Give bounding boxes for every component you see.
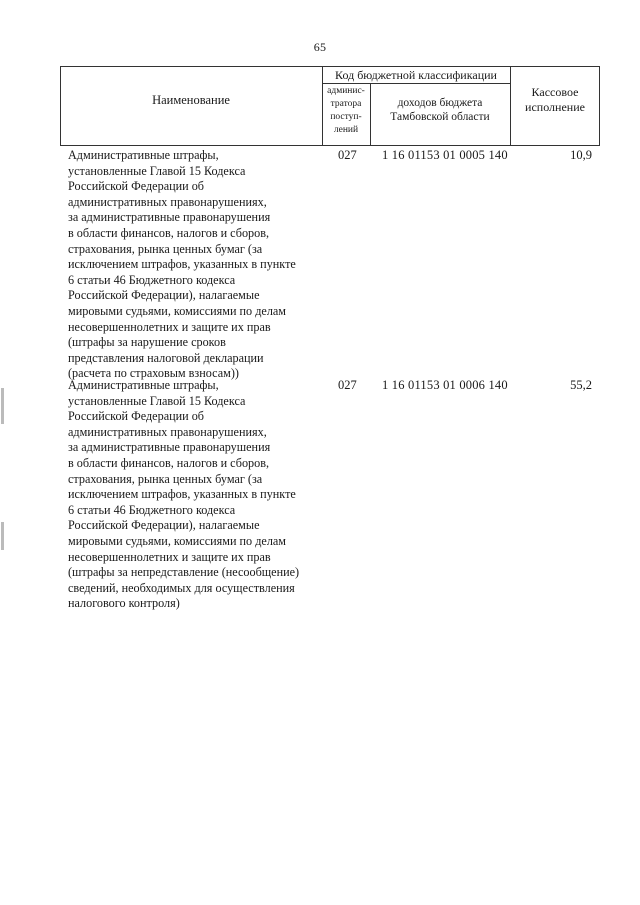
- page-number: 65: [313, 40, 327, 54]
- header-execution: [510, 85, 600, 115]
- header-admin-line: лений: [333, 125, 359, 135]
- header-name: Наименование: [152, 93, 230, 107]
- row-name: Административные штрафы, установленные Главой 15 Кодекса Российской Федерации об административных правонарушениях, за административные правонарушения в области финансов, налогов и сборов, страхования, рынка ценных бумаг (за исключением штрафов, указанных в пункте 6 статьи 46 Бюджетного кодекса Российской Федерации), налагаемые мировыми судьями, комиссиями по делам несовершеннолетних и защите их прав (штрафы за нарушение сроков представления налоговой декларации (расчета по страховым взносам)): [68, 148, 296, 381]
- row-execution: 55,2: [570, 378, 592, 392]
- header-admin: [322, 85, 370, 137]
- header-admin-line: тратора: [330, 99, 362, 109]
- header-income-line: Тамбовской области: [390, 111, 490, 123]
- header-top-border: [60, 66, 600, 67]
- header-income-line: доходов бюджета: [397, 97, 483, 109]
- row-name: Административные штрафы, установленные Главой 15 Кодекса Российской Федерации об административных правонарушениях, за административные правонарушения в области финансов, налогов и сборов, страхования, рынка ценных бумаг (за исключением штрафов, указанных в пункте 6 статьи 46 Бюджетного кодекса Российской Федерации), налагаемые мировыми судьями, комиссиями по делам несовершеннолетних и защите их прав (штрафы за непредставление (несообщение) сведений, необходимых для осуществления налогового контроля): [68, 378, 300, 611]
- header-admin-line: поступ-: [330, 112, 362, 122]
- table-header: [60, 66, 600, 146]
- row-admin-code: 027: [338, 378, 357, 392]
- header-execution-line: Кассовое: [531, 85, 579, 99]
- header-admin-line: админис-: [327, 86, 365, 96]
- header-code-divider: [322, 83, 510, 84]
- header-code-group: Код бюджетной классификации: [335, 68, 497, 82]
- row-income-code: 1 16 01153 01 0005 140: [382, 148, 508, 162]
- header-bottom-border: [60, 145, 600, 146]
- row-execution: 10,9: [570, 148, 592, 162]
- header-income: [370, 96, 510, 124]
- scan-edge-mark: [1, 388, 4, 424]
- row-admin-code: 027: [338, 148, 357, 162]
- row-income-code: 1 16 01153 01 0006 140: [382, 378, 508, 392]
- scan-edge-mark: [1, 522, 4, 550]
- header-execution-line: исполнение: [525, 100, 585, 114]
